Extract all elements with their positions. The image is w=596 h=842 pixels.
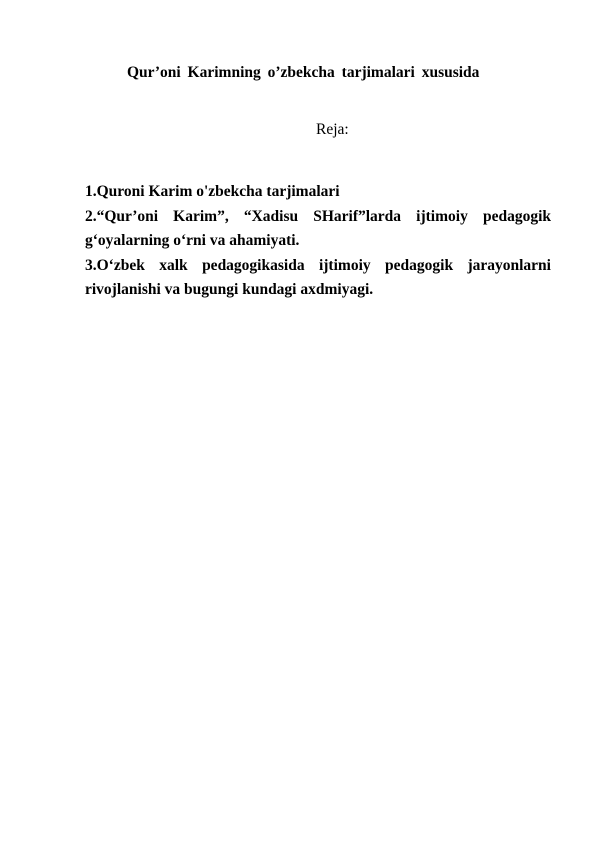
title-row xyxy=(0,64,596,84)
document-title: Qur’oni Karimning o’zbekcha tarjimalari xususida xyxy=(127,64,480,81)
plan-heading: Reja: xyxy=(316,121,349,138)
plan-item-1: 1.Quroni Karim o'zbekcha tarjimalari xyxy=(85,183,340,200)
plan-list xyxy=(85,180,551,303)
plan-item-2: 2.“Qur’oni Karim”, “Xadisu SHarif”larda ijtimoiy pedagogik g‘oyalarning o‘rni va ahamiyati. xyxy=(85,207,551,249)
plan-item-3: 3.O‘zbek xalk pedagogikasida ijtimoiy pedagogik jarayonlarni rivojlanishi va bugungi kundagi axdmiyagi. xyxy=(85,256,551,298)
